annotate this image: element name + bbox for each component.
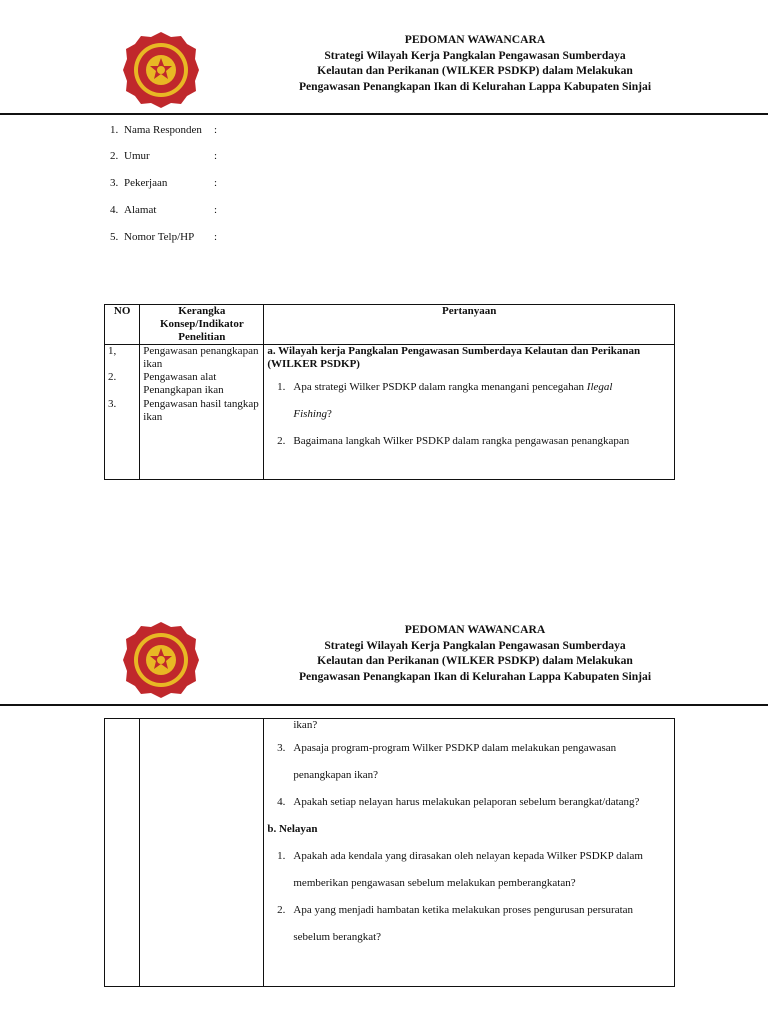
indikator-item: Pengawasan penangkapan ikan <box>143 345 259 370</box>
question-a4 <box>267 789 671 816</box>
form-colon: : <box>214 204 218 216</box>
question-a2 <box>267 428 671 455</box>
form-colon: : <box>214 177 218 189</box>
indikator-item: Pengawasan hasil tangkap ikan <box>143 398 259 423</box>
doc-title: PEDOMAN WAWANCARA <box>404 623 546 636</box>
form-colon: : <box>214 150 218 162</box>
form-row-pekerjaan <box>110 177 350 191</box>
header-text <box>210 32 740 94</box>
header-rule <box>0 113 768 115</box>
doc-title: PEDOMAN WAWANCARA <box>404 33 546 46</box>
form-label: Umur <box>124 150 150 162</box>
form-row-umur <box>110 150 350 164</box>
question-text: sebelum berangkat? <box>293 931 382 943</box>
doc-subtitle-2: Kelautan dan Perikanan (WILKER PSDKP) dalam Melakukan <box>317 654 633 668</box>
indikator-cell <box>140 345 264 480</box>
form-row-alamat <box>110 204 350 218</box>
question-a1-italic-2: Fishing <box>293 408 327 420</box>
question-b2-cont <box>267 924 671 951</box>
no-item: 3. <box>108 398 117 410</box>
page2-header <box>0 620 768 700</box>
question-a1-end: ? <box>327 408 332 420</box>
form-colon: : <box>214 124 218 136</box>
form-label: Nama Responden <box>124 124 202 136</box>
no-item: 1, <box>108 345 117 357</box>
form-num: 5. <box>110 231 119 243</box>
form-label: Nomor Telp/HP <box>124 231 195 243</box>
indikator-cell <box>140 719 264 987</box>
question-text: Apasaja program-program Wilker PSDKP dalam melakukan pengawasan <box>293 742 617 754</box>
question-b1-cont <box>267 870 671 897</box>
form-colon: : <box>214 231 218 243</box>
question-text: memberikan pengawasan sebelum melakukan pemberangkatan? <box>293 877 576 889</box>
question-text <box>293 374 612 401</box>
form-label: Alamat <box>124 204 157 216</box>
question-text: ikan? <box>293 719 318 731</box>
question-table-continued <box>104 718 675 987</box>
section-b-heading: b. Nelayan <box>267 823 318 835</box>
doc-subtitle-2: Kelautan dan Perikanan (WILKER PSDKP) dalam Melakukan <box>317 64 633 78</box>
question-a1-cont <box>267 401 671 428</box>
doc-subtitle-1: Strategi Wilayah Kerja Pangkalan Pengawasan Sumberdaya <box>324 638 626 652</box>
form-num: 3. <box>110 177 119 189</box>
question-number: 4. <box>277 796 286 808</box>
pertanyaan-cell <box>264 719 675 987</box>
question-text: penangkapan ikan? <box>293 769 378 781</box>
col-kerangka-header: Kerangka Konsep/Indikator Penelitian <box>140 305 264 345</box>
question-number: 2. <box>277 435 286 447</box>
section-a-heading: a. Wilayah kerja Pangkalan Pengawasan Sumberdaya Kelautan dan Perikanan (WILKER PSDKP) <box>267 345 641 370</box>
form-label: Pekerjaan <box>124 177 168 189</box>
col-no-header: NO <box>105 305 140 345</box>
doc-subtitle-3: Pengawasan Penangkapan Ikan di Kelurahan Lappa Kabupaten Sinjai <box>298 79 652 93</box>
question-text: Apakah setiap nelayan harus melakukan pelaporan sebelum berangkat/datang? <box>293 796 640 808</box>
university-seal-icon <box>118 30 204 110</box>
question-a3 <box>267 735 671 762</box>
form-num: 1. <box>110 124 119 136</box>
question-text: Bagaimana langkah Wilker PSDKP dalam rangka pengawasan penangkapan <box>293 435 630 447</box>
form-row-nama <box>110 124 350 138</box>
doc-subtitle-1: Strategi Wilayah Kerja Pangkalan Pengawasan Sumberdaya <box>324 48 626 62</box>
form-row-telp <box>110 231 350 245</box>
indikator-item: Pengawasan alat Penangkapan ikan <box>143 371 224 396</box>
page1-header <box>0 30 768 110</box>
question-text: Apa yang menjadi hambatan ketika melakukan proses pengurusan persuratan <box>293 904 634 916</box>
question-number: 1. <box>277 381 286 393</box>
question-number: 1. <box>277 850 286 862</box>
no-cell <box>105 719 140 987</box>
header-rule <box>0 704 768 706</box>
question-b2 <box>267 897 671 924</box>
no-item: 2. <box>108 371 117 383</box>
question-a2-cont <box>267 719 671 735</box>
question-number: 3. <box>277 742 286 754</box>
header-text <box>210 622 740 684</box>
question-a1-italic: Ilegal <box>586 381 613 393</box>
question-text: Apakah ada kendala yang dirasakan oleh nelayan kepada Wilker PSDKP dalam <box>293 850 643 862</box>
no-cell <box>105 345 140 480</box>
form-num: 2. <box>110 150 119 162</box>
question-number: 2. <box>277 904 286 916</box>
question-a1 <box>267 374 671 401</box>
question-a1-text: Apa strategi Wilker PSDKP dalam rangka menangani pencegahan <box>293 381 585 393</box>
university-seal-icon <box>118 620 204 700</box>
form-num: 4. <box>110 204 119 216</box>
doc-subtitle-3: Pengawasan Penangkapan Ikan di Kelurahan Lappa Kabupaten Sinjai <box>298 669 652 683</box>
col-pertanyaan-header: Pertanyaan <box>264 305 675 345</box>
question-b1 <box>267 843 671 870</box>
pertanyaan-cell <box>264 345 675 480</box>
question-table <box>104 304 675 480</box>
question-a3-cont <box>267 762 671 789</box>
